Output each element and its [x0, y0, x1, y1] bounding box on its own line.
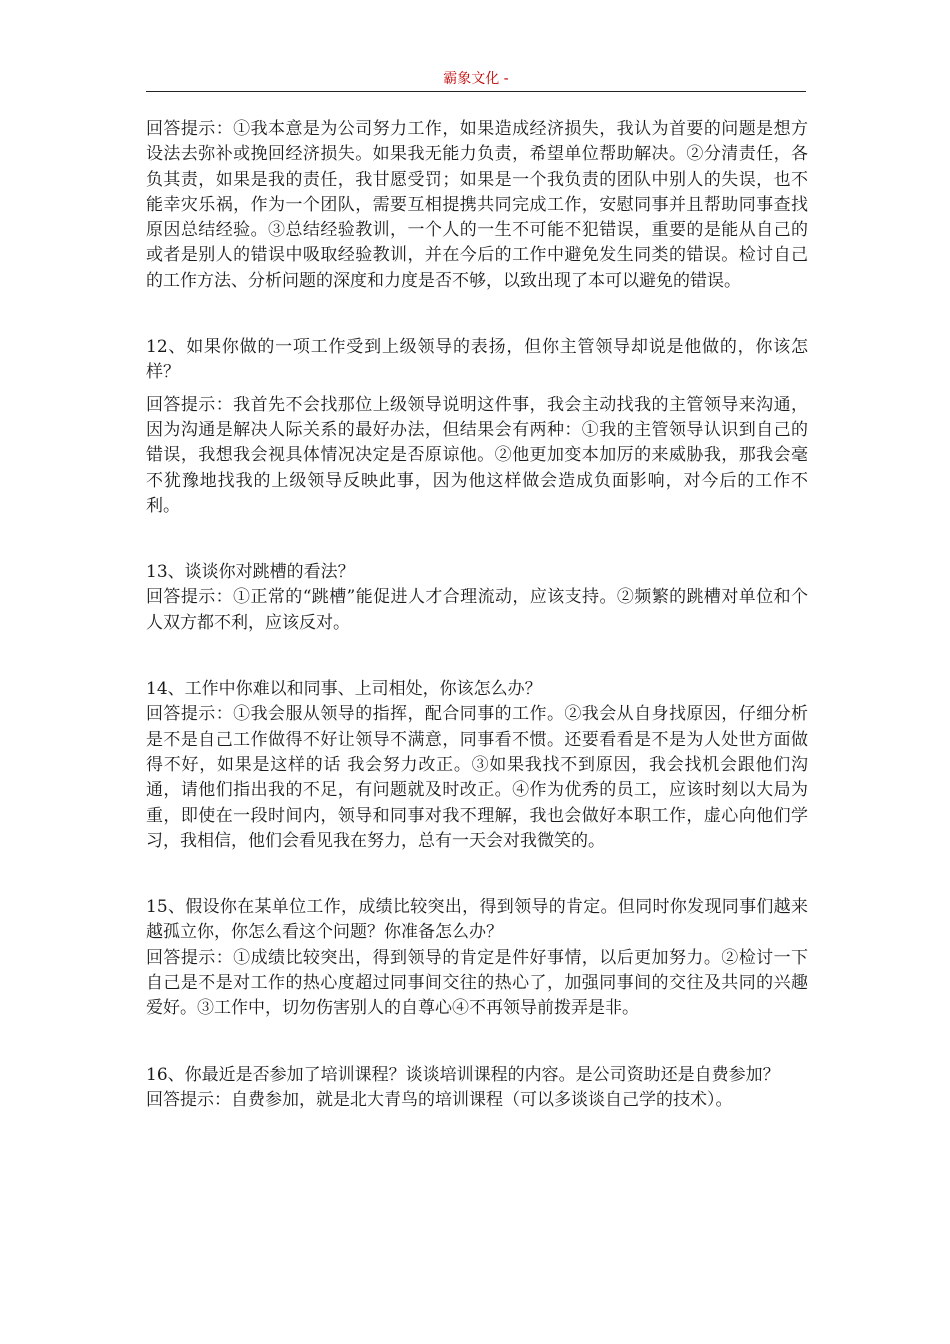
question-12: 12、如果你做的一项工作受到上级领导的表扬，但你主管领导却说是他做的，你该怎样？	[146, 337, 808, 383]
document-body	[146, 117, 808, 1113]
question-14: 14、工作中你难以和同事、上司相处，你该怎么办？	[146, 679, 542, 700]
answer-16: 回答提示：自费参加，就是北大青鸟的培训课程（可以多谈谈自己学的技术）。	[146, 1089, 733, 1110]
page-header: 霸象文化 -	[443, 71, 509, 87]
spacer	[146, 519, 808, 560]
answer-14: 回答提示：①我会服从领导的指挥，配合同事的工作。②我会从自身找原因，仔细分析是不是自己工作做得不好让领导不满意，同事看不惯。还要看看是不是为人处世方面做得不好，如果是这样的话 我会努力改正。③如果我找不到原因，我会找机会跟他们沟通，请他们指出我的不足，有问题就及时改正。④作为优秀的员工，应该时刻以大局为重，即使在一段时间内，领导和同事对我不理解，我也会做好本职工作，虚心向他们学习，我相信，他们会看见我在努力，总有一天会对我微笑的。	[146, 704, 808, 851]
spacer	[146, 854, 808, 895]
answer-15: 回答提示：①成绩比较突出，得到领导的肯定是件好事情，以后更加努力。②检讨一下自己是不是对工作的热心度超过同事间交往的热心了，加强同事间的交往及共同的兴趣爱好。③工作中，切勿伤害别人的自尊心④不再领导前拨弄是非。	[146, 947, 808, 1019]
question-13: 13、谈谈你对跳槽的看法？	[146, 562, 355, 583]
question-15: 15、假设你在某单位工作，成绩比较突出，得到领导的肯定。但同时你发现同事们越来越孤立你，你怎么看这个问题？你准备怎么办？	[146, 897, 808, 943]
answer-11: 回答提示：①我本意是为公司努力工作，如果造成经济损失，我认为首要的问题是想方设法去弥补或挽回经济损失。如果我无能力负责，希望单位帮助解决。②分清责任，各负其责，如果是我的责任，我甘愿受罚；如果是一个我负责的团队中别人的失误，也不能幸灾乐祸，作为一个团队，需要互相提携共同完成工作，安慰同事并且帮助同事查找原因总结经验。③总结经验教训，一个人的一生不可能不犯错误，重要的是能从自己的或者是别人的错误中吸取经验教训，并在今后的工作中避免发生同类的错误。检讨自己的工作方法、分析问题的深度和力度是否不够，以致出现了本可以避免的错误。	[146, 119, 808, 291]
spacer	[146, 386, 808, 393]
question-16: 16、你最近是否参加了培训课程？谈谈培训课程的内容。是公司资助还是自费参加？	[146, 1064, 780, 1085]
header-divider	[146, 91, 806, 92]
answer-13: 回答提示：①正常的“跳槽”能促进人才合理流动，应该支持。②频繁的跳槽对单位和个人双方都不利，应该反对。	[146, 587, 808, 633]
answer-12: 回答提示：我首先不会找那位上级领导说明这件事，我会主动找我的主管领导来沟通，因为沟通是解决人际关系的最好办法，但结果会有两种：①我的主管领导认识到自己的错误，我想我会视具体情况决定是否原谅他。②他更加变本加厉的来威胁我，那我会毫不犹豫地找我的上级领导反映此事，因为他这样做会造成负面影响，对今后的工作不利。	[146, 394, 808, 516]
spacer	[146, 294, 808, 335]
spacer	[146, 1022, 808, 1063]
spacer	[146, 636, 808, 677]
